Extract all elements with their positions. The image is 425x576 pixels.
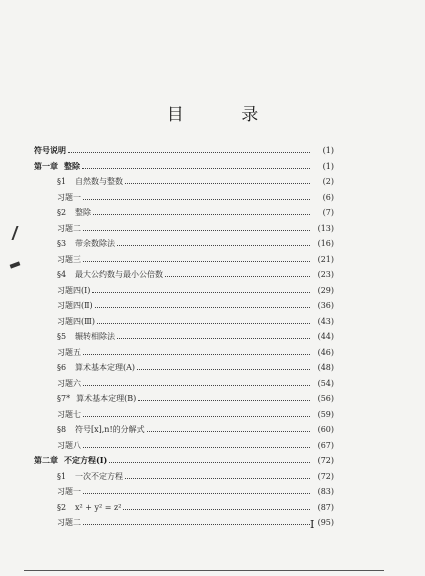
toc-entry-page: (59) — [317, 409, 334, 419]
toc-section-entry[interactable] — [34, 329, 334, 345]
dot-leader — [125, 478, 310, 479]
toc-entry-label: 不定方程(Ⅰ) — [64, 455, 108, 465]
toc-entry-page: (23) — [317, 270, 334, 279]
toc-entry-page: (72) — [317, 471, 334, 481]
toc-section-entry[interactable] — [34, 360, 334, 376]
toc-entry-page: (7) — [322, 208, 334, 217]
dot-leader — [83, 261, 310, 262]
toc-entry-label: 习题四(Ⅱ) — [57, 301, 93, 310]
toc-entry-number: §4 — [57, 270, 67, 279]
dot-leader — [123, 509, 310, 510]
toc-entry-label: 符号[x],n!的分解式 — [75, 425, 145, 434]
toc-section-entry[interactable] — [34, 345, 334, 361]
dot-leader — [117, 338, 310, 339]
dot-leader — [137, 369, 310, 370]
toc-chapter-entry[interactable] — [34, 143, 334, 159]
toc-entry-number: §2 — [57, 502, 67, 512]
toc-entry-label: 习题一 — [57, 487, 81, 496]
toc-entry-page: (56) — [317, 394, 334, 403]
dot-leader — [93, 214, 310, 215]
toc-entry-page: (44) — [317, 332, 334, 341]
toc-section-entry[interactable] — [34, 484, 334, 500]
dot-leader — [138, 400, 310, 401]
toc-entry-page: (46) — [317, 347, 334, 357]
toc-entry-page: (72) — [317, 456, 334, 465]
toc-entry-label: 习题二 — [57, 223, 81, 233]
dot-leader — [92, 292, 310, 293]
toc-entry-label: 带余数除法 — [75, 239, 115, 248]
toc-section-entry[interactable] — [34, 205, 334, 221]
toc-entry-page: (29) — [317, 285, 334, 295]
toc-entry-page: (48) — [317, 363, 334, 372]
toc-entry-number: §2 — [57, 208, 67, 217]
toc-entry-page: (16) — [317, 239, 334, 248]
toc-entry-number: 第一章 — [34, 160, 58, 171]
toc-entry-label: 习题四(Ⅲ) — [57, 316, 95, 326]
toc-entry-page: (67) — [317, 440, 334, 450]
toc-entry-page: (60) — [317, 425, 334, 434]
toc-entry-page: (43) — [317, 316, 334, 326]
toc-entry-number: §3 — [57, 239, 67, 248]
toc-entry-label: 整除 — [64, 160, 80, 171]
toc-entry-page: (1) — [322, 161, 334, 171]
toc-entry-number: §5 — [57, 332, 67, 341]
toc-entry-page: (13) — [317, 223, 334, 233]
toc-entry-number: §8 — [57, 425, 67, 434]
dot-leader — [165, 276, 310, 277]
dot-leader — [68, 152, 310, 153]
toc-entry-label: 整除 — [75, 208, 91, 217]
dot-leader — [83, 447, 310, 448]
toc-entry-page: (6) — [322, 192, 334, 202]
dot-leader — [95, 307, 310, 308]
page-title: 目 录 — [166, 105, 285, 125]
toc-section-entry[interactable] — [34, 422, 334, 438]
dot-leader — [83, 385, 310, 386]
toc-chapter-entry[interactable] — [34, 159, 334, 175]
dot-leader — [83, 524, 310, 525]
toc-entry-number: §1 — [57, 177, 67, 186]
toc-entry-label: 算术基本定理(B) — [76, 394, 137, 403]
toc-entry-label: 习题三 — [57, 254, 81, 264]
toc-entry-page: (54) — [317, 378, 334, 388]
dot-leader — [125, 183, 310, 184]
toc-entry-label: 习题八 — [57, 440, 81, 450]
toc-section-entry[interactable] — [34, 267, 334, 283]
toc-entry-label: 习题二 — [57, 518, 81, 527]
toc-entry-label: 习题四(Ⅰ) — [57, 285, 91, 295]
dot-leader — [109, 462, 310, 463]
toc-entry-number: §1 — [57, 471, 67, 481]
toc-section-entry[interactable] — [34, 252, 334, 268]
bottom-rule — [24, 570, 384, 571]
toc-entry-number: §6 — [57, 363, 67, 372]
toc-entry-label: 算术基本定理(A) — [75, 363, 136, 372]
toc-section-entry[interactable] — [34, 407, 334, 423]
toc-chapter-entry[interactable] — [34, 453, 334, 469]
dot-leader — [82, 168, 310, 169]
toc-section-entry[interactable] — [34, 283, 334, 299]
dot-leader — [83, 230, 310, 231]
toc-section-entry[interactable] — [34, 376, 334, 392]
page-number: I — [310, 518, 315, 531]
margin-pen-mark — [10, 261, 21, 268]
toc-section-entry[interactable] — [34, 298, 334, 314]
dot-leader — [83, 493, 310, 494]
toc-entry-page: (36) — [317, 301, 334, 310]
dot-leader — [83, 354, 310, 355]
toc-section-entry[interactable] — [34, 314, 334, 330]
toc-section-entry[interactable] — [34, 500, 334, 516]
toc-section-entry[interactable] — [34, 236, 334, 252]
dot-leader — [117, 245, 310, 246]
toc-section-entry[interactable] — [34, 438, 334, 454]
toc-section-entry[interactable] — [34, 221, 334, 237]
toc-section-entry[interactable] — [34, 515, 334, 531]
toc-entry-label: 习题五 — [57, 347, 81, 357]
dot-leader — [83, 416, 310, 417]
toc-entry-page: (21) — [317, 254, 334, 264]
toc-entry-label: x² + y² = z² — [75, 502, 122, 512]
toc-entry-page: (95) — [317, 518, 334, 527]
toc-entry-label: 习题六 — [57, 378, 81, 388]
toc-entry-label: 习题一 — [57, 192, 81, 202]
toc-entry-label: 符号说明 — [34, 145, 66, 155]
toc-section-entry[interactable] — [34, 174, 334, 190]
dot-leader — [147, 431, 310, 432]
toc-entry-number: 第二章 — [34, 455, 58, 465]
margin-pen-mark — [11, 226, 24, 240]
toc-entry-page: (2) — [322, 177, 334, 186]
dot-leader — [97, 323, 310, 324]
dot-leader — [83, 199, 310, 200]
toc-entry-page: (83) — [317, 487, 334, 496]
toc-entry-page: (1) — [322, 146, 334, 155]
toc-entry-label: 最大公约数与最小公倍数 — [75, 270, 163, 279]
toc-entry-number: §7* — [57, 394, 71, 403]
toc-entry-label: 辗转相除法 — [75, 332, 115, 341]
toc-entry-label: 自然数与整数 — [75, 177, 123, 186]
toc-entry-label: 习题七 — [57, 409, 81, 419]
toc-section-entry[interactable] — [34, 190, 334, 206]
table-of-contents — [34, 143, 334, 531]
toc-entry-page: (87) — [317, 502, 334, 512]
toc-section-entry[interactable] — [34, 391, 334, 407]
toc-section-entry[interactable] — [34, 469, 334, 485]
toc-entry-label: 一次不定方程 — [75, 471, 123, 481]
